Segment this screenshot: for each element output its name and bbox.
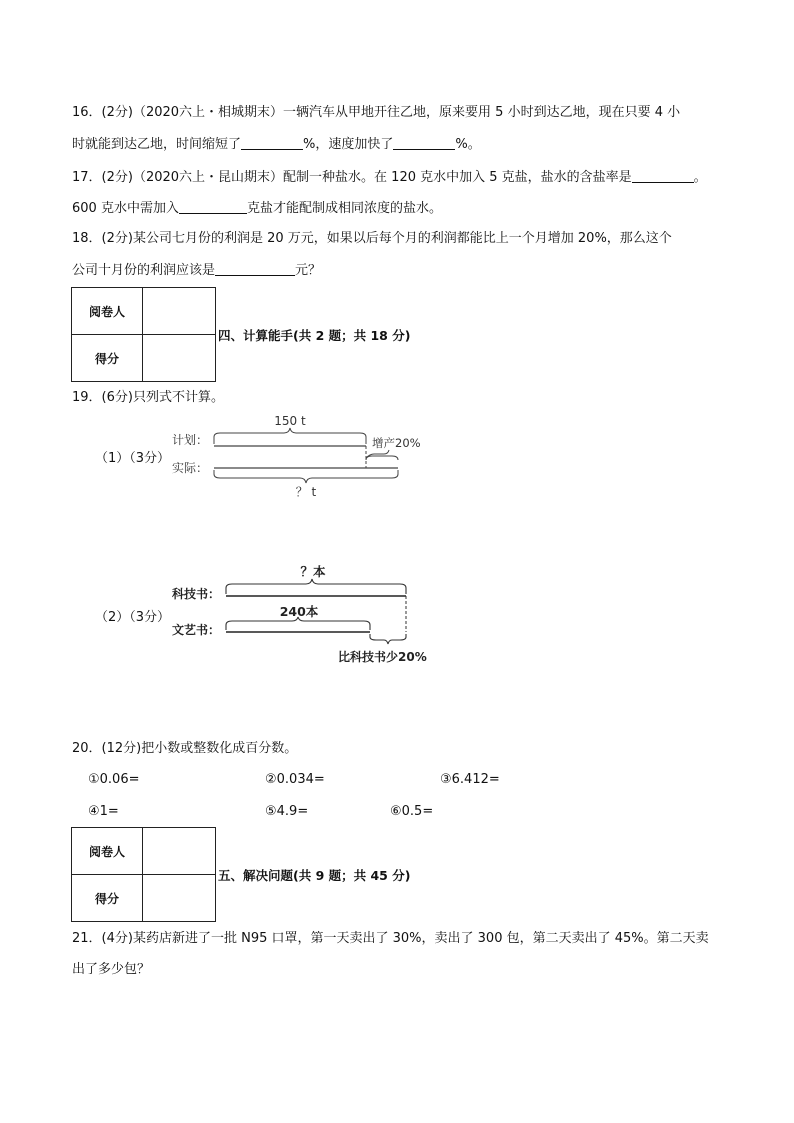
- q16-text-b: %，速度加快了: [303, 137, 394, 152]
- plan-label: 计划：: [172, 433, 209, 447]
- plan-brace: [214, 428, 366, 444]
- q21-line1: 21．(4分)某药店新进了一批 N95 口罩，第一天卖出了 30%，卖出了 300 包，第二天卖出了 45%。第二天卖: [72, 931, 709, 946]
- q16-text-c: %。: [455, 137, 481, 152]
- q20-item-1: ①0.06=: [88, 772, 140, 787]
- actual-brace: [214, 470, 398, 483]
- reviewer-label: 阅卷人: [72, 288, 143, 335]
- reviewer-label-2: 阅卷人: [72, 828, 143, 875]
- q20-item-5: ⑤4.9=: [265, 804, 309, 819]
- q19-part2-diagram: [168, 560, 448, 670]
- q19-title: 19．(6分)只列式不计算。: [72, 390, 224, 405]
- q20-item-6: ⑥0.5=: [390, 804, 434, 819]
- section-5-title: 五、解决问题(共 9 题；共 45 分): [218, 868, 411, 883]
- q17-text-a: 17．(2分)（2020六上・昆山期末）配制一种盐水。在 120 克水中加入 5 克盐，盐水的含盐率是: [72, 170, 632, 185]
- q20-title: 20．(12分)把小数或整数化成百分数。: [72, 741, 298, 756]
- section-4-title: 四、计算能手(共 2 题；共 18 分): [218, 328, 411, 343]
- q17-line2: [72, 199, 442, 218]
- art-label: 文艺书：: [172, 623, 221, 637]
- q18-text-a: 公司十月份的利润应该是: [72, 263, 216, 278]
- reviewer-cell[interactable]: [143, 288, 216, 335]
- reviewer-cell-2[interactable]: [143, 828, 216, 875]
- art-value: 240本: [279, 604, 319, 619]
- q20-item-4: ④1=: [88, 804, 119, 819]
- q19-part1-diagram: [160, 410, 460, 500]
- q16-blank-1[interactable]: [241, 135, 303, 150]
- part1-top-value: 150 t: [274, 414, 306, 428]
- score-label-2: 得分: [72, 875, 143, 922]
- increase-brace-2: [366, 456, 398, 460]
- actual-label: 实际：: [172, 461, 209, 475]
- part2-top-value: ？本: [300, 564, 326, 579]
- less-brace: [370, 634, 406, 644]
- q19-part1-label: （1）（3分）: [95, 451, 171, 466]
- q16-line1: 16．(2分)（2020六上・相城期末）一辆汽车从甲地开往乙地，原来要用 5 小时到达乙地，现在只要 4 小: [72, 105, 681, 120]
- q16-blank-2[interactable]: [393, 135, 455, 150]
- q17-blank-2[interactable]: [179, 199, 247, 214]
- less-note: 比科技书少20%: [338, 650, 427, 664]
- q20-item-2: ②0.034=: [265, 772, 325, 787]
- sci-label: 科技书：: [172, 587, 221, 601]
- q17-text-c: 600 克水中需加入: [72, 201, 179, 216]
- q16-text-a: 时就能到达乙地，时间缩短了: [72, 137, 242, 152]
- q19-part2-label: （2）（3分）: [95, 610, 171, 625]
- q17-text-d: 克盐才能配制成相同浓度的盐水。: [246, 201, 442, 216]
- q21-line2: 出了多少包？: [72, 962, 151, 977]
- q18-line2: [72, 261, 321, 280]
- q17-blank-1[interactable]: [632, 168, 694, 183]
- q20-item-3: ③6.412=: [440, 772, 500, 787]
- increase-label: 增产20%: [372, 436, 421, 450]
- score-cell-2[interactable]: [143, 875, 216, 922]
- q18-blank[interactable]: [215, 261, 295, 276]
- q16-line2: [72, 135, 481, 154]
- q18-text-b: 元？: [295, 263, 322, 278]
- q18-line1: 18．(2分)某公司七月份的利润是 20 万元，如果以后每个月的利润都能比上一个月增加 20%，那么这个: [72, 231, 672, 246]
- q17-text-b: 。: [693, 170, 707, 185]
- q17-line1: [72, 168, 707, 187]
- sci-brace: [226, 579, 406, 594]
- score-cell[interactable]: [143, 335, 216, 382]
- increase-brace: [366, 450, 389, 458]
- part1-bottom-value: ？ t: [295, 485, 317, 499]
- score-table-1: [71, 287, 216, 382]
- score-label: 得分: [72, 335, 143, 382]
- score-table-2: [71, 827, 216, 922]
